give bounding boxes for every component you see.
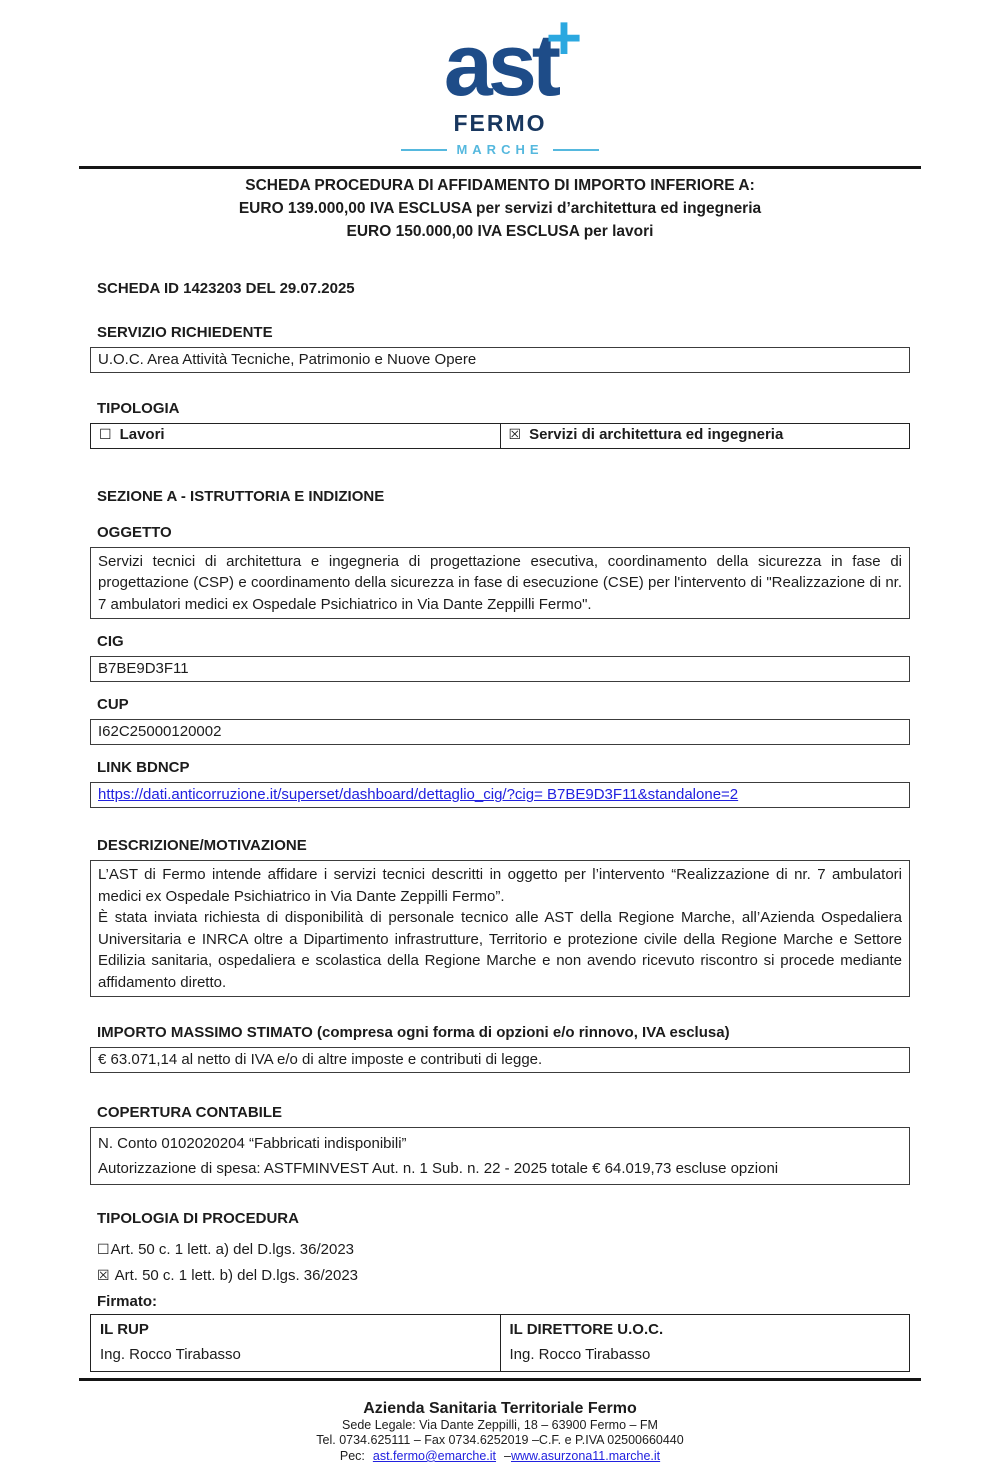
direttore-title: IL DIRETTORE U.O.C. [509,1321,664,1339]
bdncp-link[interactable]: https://dati.anticorruzione.it/superset/dashboard/dettaglio_cig/?cig= B7BE9D3F11&standalone=2 [98,786,739,804]
pec-separator: – [504,1448,511,1463]
checkbox-unchecked-icon: ☐ [97,1242,110,1259]
ast-fermo-logo [0,0,1000,157]
link-bdncp-heading: LINK BDNCP [97,759,190,777]
descrizione-paragraph-1: L’AST di Fermo intende affidare i servizi tecnici descritti in oggetto per l’intervento “Realizzazione di nr. 7 ambulatori medici ex Ospedale Psichiatrico in Via Dante Zeppilli Fermo”. [98,866,902,905]
tipologia-option-servizi [500,423,910,448]
title-line-2: EURO 139.000,00 IVA ESCLUSA per servizi d’architettura ed ingegneria [238,199,762,217]
procedura-option-b-label: Art. 50 c. 1 lett. b) del D.lgs. 36/2023 [114,1267,359,1285]
page-title [90,174,910,243]
footer-divider [79,1378,921,1381]
direttore-name: Ing. Rocco Tirabasso [509,1346,651,1364]
tipologia-table [90,423,910,449]
header-divider [79,166,921,169]
pec-label: Pec: [339,1448,365,1463]
rup-title: IL RUP [100,1321,149,1339]
sezione-a-heading: SEZIONE A - ISTRUTTORIA E INDIZIONE [97,487,385,505]
title-line-3: EURO 150.000,00 IVA ESCLUSA per lavori [346,222,654,240]
firme-cell-rup [91,1315,501,1372]
logo-marche-row [0,142,1000,157]
footer-address: Sede Legale: Via Dante Zeppilli, 18 – 63900 Fermo – FM [342,1417,658,1432]
marche-line-right [553,149,599,151]
importo-value: € 63.071,14 al netto di IVA e/o di altre imposte e contributi di legge. [90,1047,910,1073]
copertura-value [90,1127,910,1185]
logo-fermo-label: FERMO [453,110,547,137]
logo-marche-label: MARCHE [456,142,544,158]
checkbox-unchecked-icon: ☐ [99,426,112,443]
importo-heading: IMPORTO MASSIMO STIMATO (compresa ogni forma di opzioni e/o rinnovo, IVA esclusa) [97,1024,730,1042]
website-link[interactable]: www.asurzona11.marche.it [510,1448,661,1463]
tipologia-option-lavori-label: Lavori [119,425,165,443]
tipologia-option-servizi-label: Servizi di architettura ed ingegneria [529,425,784,443]
copertura-heading: COPERTURA CONTABILE [97,1104,282,1122]
servizio-richiedente-value: U.O.C. Area Attività Tecniche, Patrimonio e Nuove Opere [90,347,910,373]
firme-table [90,1314,910,1372]
tipologia-option-lavori [91,423,501,448]
ast-logo-text: ast [443,15,557,114]
cig-value: B7BE9D3F11 [90,656,910,682]
firme-row [91,1315,910,1372]
checkbox-checked-icon: ☒ [508,426,522,443]
checkbox-checked-icon: ☒ [97,1268,110,1285]
footer-org-name: Azienda Sanitaria Territoriale Fermo [363,1399,637,1417]
oggetto-value: Servizi tecnici di architettura e ingegneria di progettazione esecutiva, coordinamento della sicurezza in fase di progettazione (CSP) e coordinamento della sicurezza in fase di esecuzione (CSE) per l'intervento di "Realizzazione di nr. 7 ambulatori medici ex Ospedale Psichiatrico in Via Dante Zeppilli Fermo". [90,547,910,620]
firme-cell-direttore [500,1315,910,1372]
marche-line-left [401,149,447,151]
title-line-1: SCHEDA PROCEDURA DI AFFIDAMENTO DI IMPORTO INFERIORE A: [245,176,755,194]
cup-heading: CUP [97,696,129,714]
tipologia-procedura-heading: TIPOLOGIA DI PROCEDURA [97,1210,299,1228]
cup-value: I62C25000120002 [90,719,910,745]
servizio-richiedente-heading: SERVIZIO RICHIEDENTE [97,323,273,341]
descrizione-paragraph-2: È stata inviata richiesta di disponibilità di personale tecnico alle AST della Regione Marche, all’Azienda Ospedaliera Universitaria e INRCA oltre a Dipartimento infrastrutture, Territorio e protezione civile della Regione Marche e Settore Edilizia sanitaria, ospedaliera e scolastica della Regione Marche e non avendo ricevuto riscontro si procede mediante affidamento diretto. [98,909,902,991]
procedura-option-a-label: Art. 50 c. 1 lett. a) del D.lgs. 36/2023 [110,1241,355,1259]
tipologia-heading: TIPOLOGIA [97,399,180,417]
cig-heading: CIG [97,633,124,651]
rup-name: Ing. Rocco Tirabasso [100,1346,241,1364]
footer [0,1400,1000,1464]
procedura-option-a [97,1237,910,1263]
descrizione-value [90,860,910,997]
footer-pec-line [0,1449,1000,1464]
oggetto-heading: OGGETTO [97,523,172,541]
procedura-option-b [97,1263,910,1289]
copertura-line-2: Autorizzazione di spesa: ASTFMINVEST Aut. n. 1 Sub. n. 22 - 2025 totale € 64.019,73 escluse opzioni [98,1160,779,1178]
copertura-line-1: N. Conto 0102020204 “Fabbricati indisponibili” [98,1135,407,1153]
link-bdncp-box [90,782,910,808]
plus-icon: + [545,4,583,73]
ast-logo-mark [443,4,583,114]
firmato-label: Firmato: [97,1293,157,1311]
tipologia-row [91,423,910,448]
pec-email-link[interactable]: ast.fermo@emarche.it [372,1448,497,1463]
footer-tel-fax: Tel. 0734.625111 – Fax 0734.6252019 –C.F. e P.IVA 02500660440 [316,1433,684,1448]
scheda-id: SCHEDA ID 1423203 DEL 29.07.2025 [97,279,355,297]
descrizione-heading: DESCRIZIONE/MOTIVAZIONE [97,837,307,855]
